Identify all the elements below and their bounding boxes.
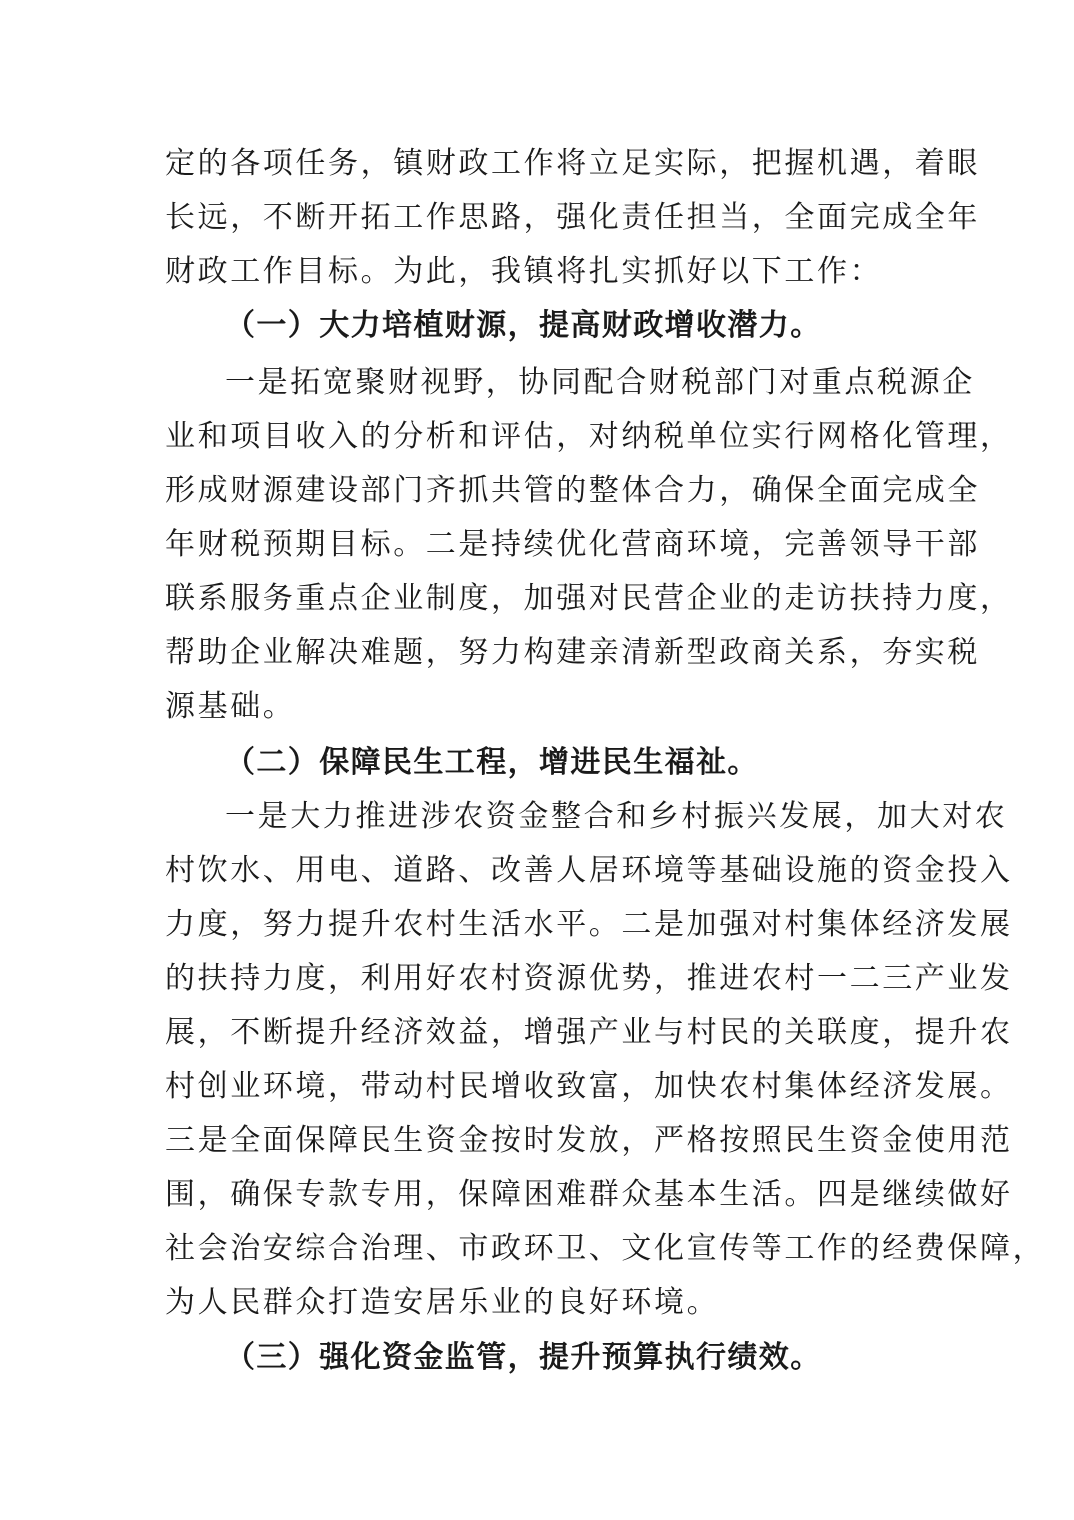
text-line: 形成财源建设部门齐抓共管的整体合力，确保全面完成全	[165, 473, 980, 508]
text-line: 业和项目收入的分析和评估，对纳税单位实行网格化管理，	[165, 419, 1013, 454]
text-line: 的扶持力度，利用好农村资源优势，推进农村一二三产业发	[165, 961, 1013, 996]
text-line: 围，确保专款专用，保障困难群众基本生活。四是继续做好	[165, 1177, 1013, 1212]
text-line: 财政工作目标。为此，我镇将扎实抓好以下工作：	[165, 254, 883, 289]
text-line: 一是大力推进涉农资金整合和乡村振兴发展，加大对农	[225, 799, 1008, 834]
text-line: 帮助企业解决难题，努力构建亲清新型政商关系，夯实税	[165, 635, 980, 670]
section-heading-1: （一）大力培植财源，提高财政增收潜力。	[225, 308, 822, 343]
text-line: 为人民群众打造安居乐业的良好环境。	[165, 1285, 720, 1320]
text-line: 展，不断提升经济效益，增强产业与村民的关联度，提升农	[165, 1015, 1013, 1050]
text-line: 村创业环境，带动村民增收致富，加快农村集体经济发展。	[165, 1069, 1013, 1104]
text-line: 源基础。	[165, 689, 296, 724]
text-line: 村饮水、用电、道路、改善人居环境等基础设施的资金投入	[165, 853, 1013, 888]
text-line: 三是全面保障民生资金按时发放，严格按照民生资金使用范	[165, 1123, 1013, 1158]
section-heading-3: （三）强化资金监管，提升预算执行绩效。	[225, 1340, 822, 1375]
text-line: 一是拓宽聚财视野，协同配合财税部门对重点税源企	[225, 365, 975, 400]
section-heading-2: （二）保障民生工程，增进民生福祉。	[225, 745, 759, 780]
text-line: 力度，努力提升农村生活水平。二是加强对村集体经济发展	[165, 907, 1013, 942]
text-line: 长远，不断开拓工作思路，强化责任担当，全面完成全年	[165, 200, 980, 235]
text-line: 定的各项任务，镇财政工作将立足实际，把握机遇，着眼	[165, 146, 980, 181]
text-line: 社会治安综合治理、市政环卫、文化宣传等工作的经费保障，	[165, 1231, 1046, 1266]
text-line: 联系服务重点企业制度，加强对民营企业的走访扶持力度，	[165, 581, 1013, 616]
text-line: 年财税预期目标。二是持续优化营商环境，完善领导干部	[165, 527, 980, 562]
